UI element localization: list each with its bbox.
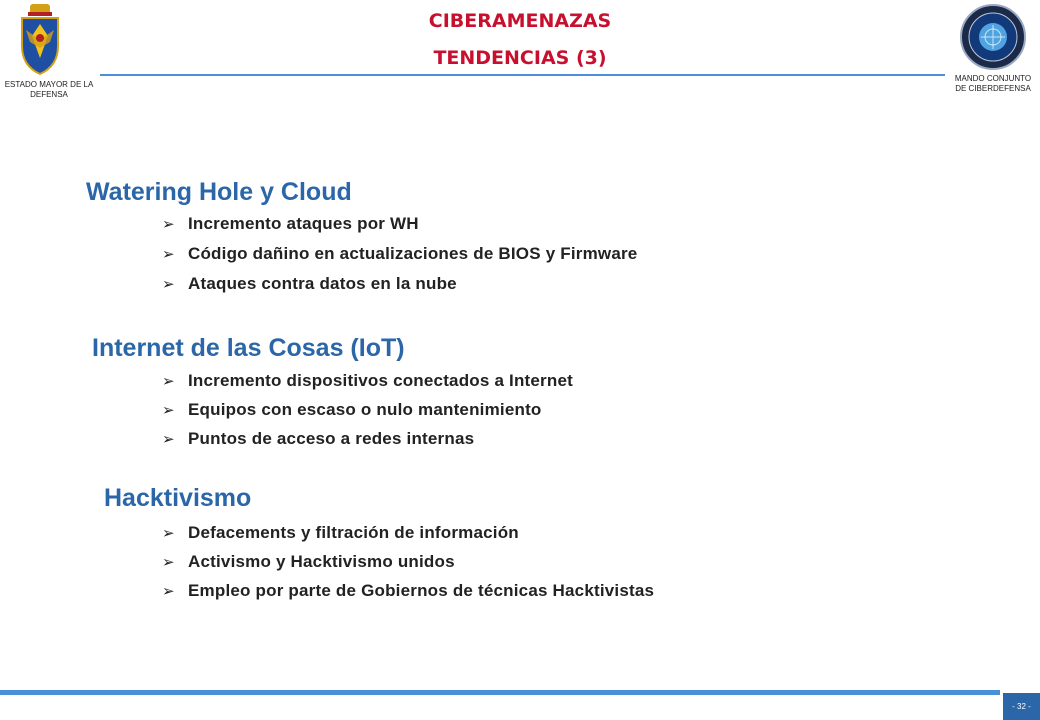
list-item xyxy=(162,429,474,449)
page-number: - 32 - xyxy=(1003,693,1040,720)
arrow-bullet-icon: ➢ xyxy=(162,582,175,600)
arrow-bullet-icon: ➢ xyxy=(162,524,175,542)
list-item-text: Defacements y filtración de información xyxy=(188,523,519,542)
list-item-text: Incremento dispositivos conectados a Internet xyxy=(188,371,573,390)
arrow-bullet-icon: ➢ xyxy=(162,372,175,390)
list-item xyxy=(162,400,542,420)
section-title-iot: Internet de las Cosas (IoT) xyxy=(92,334,405,362)
list-item-text: Ataques contra datos en la nube xyxy=(188,274,457,293)
list-item xyxy=(162,274,457,294)
list-item xyxy=(162,371,573,391)
arrow-bullet-icon: ➢ xyxy=(162,215,175,233)
arrow-bullet-icon: ➢ xyxy=(162,245,175,263)
page-title: CIBERAMENAZAS xyxy=(428,10,612,32)
arrow-bullet-icon: ➢ xyxy=(162,553,175,571)
header-divider xyxy=(100,74,945,76)
section-title-hacktivism: Hacktivismo xyxy=(104,484,252,512)
arrow-bullet-icon: ➢ xyxy=(162,401,175,419)
list-item xyxy=(162,581,654,601)
section-title-watering-hole: Watering Hole y Cloud xyxy=(86,178,352,206)
list-item-text: Puntos de acceso a redes internas xyxy=(188,429,475,448)
right-org-label: MANDO CONJUNTO DE CIBERDEFENSA xyxy=(954,74,1032,93)
list-item-text: Equipos con escaso o nulo mantenimiento xyxy=(188,400,542,419)
list-item-text: Código dañino en actualizaciones de BIOS y Firmware xyxy=(188,244,638,263)
arrow-bullet-icon: ➢ xyxy=(162,275,175,293)
list-item-text: Empleo por parte de Gobiernos de técnicas Hacktivistas xyxy=(188,581,655,600)
list-item xyxy=(162,244,637,264)
list-item xyxy=(162,523,519,543)
footer-divider xyxy=(0,690,1000,695)
list-item-text: Activismo y Hacktivismo unidos xyxy=(188,552,455,571)
page-subtitle: TENDENCIAS (3) xyxy=(433,47,607,69)
list-item xyxy=(162,552,455,572)
arrow-bullet-icon: ➢ xyxy=(162,430,175,448)
left-org-label: ESTADO MAYOR DE LA DEFENSA xyxy=(4,80,94,99)
list-item xyxy=(162,214,419,234)
list-item-text: Incremento ataques por WH xyxy=(188,214,419,233)
